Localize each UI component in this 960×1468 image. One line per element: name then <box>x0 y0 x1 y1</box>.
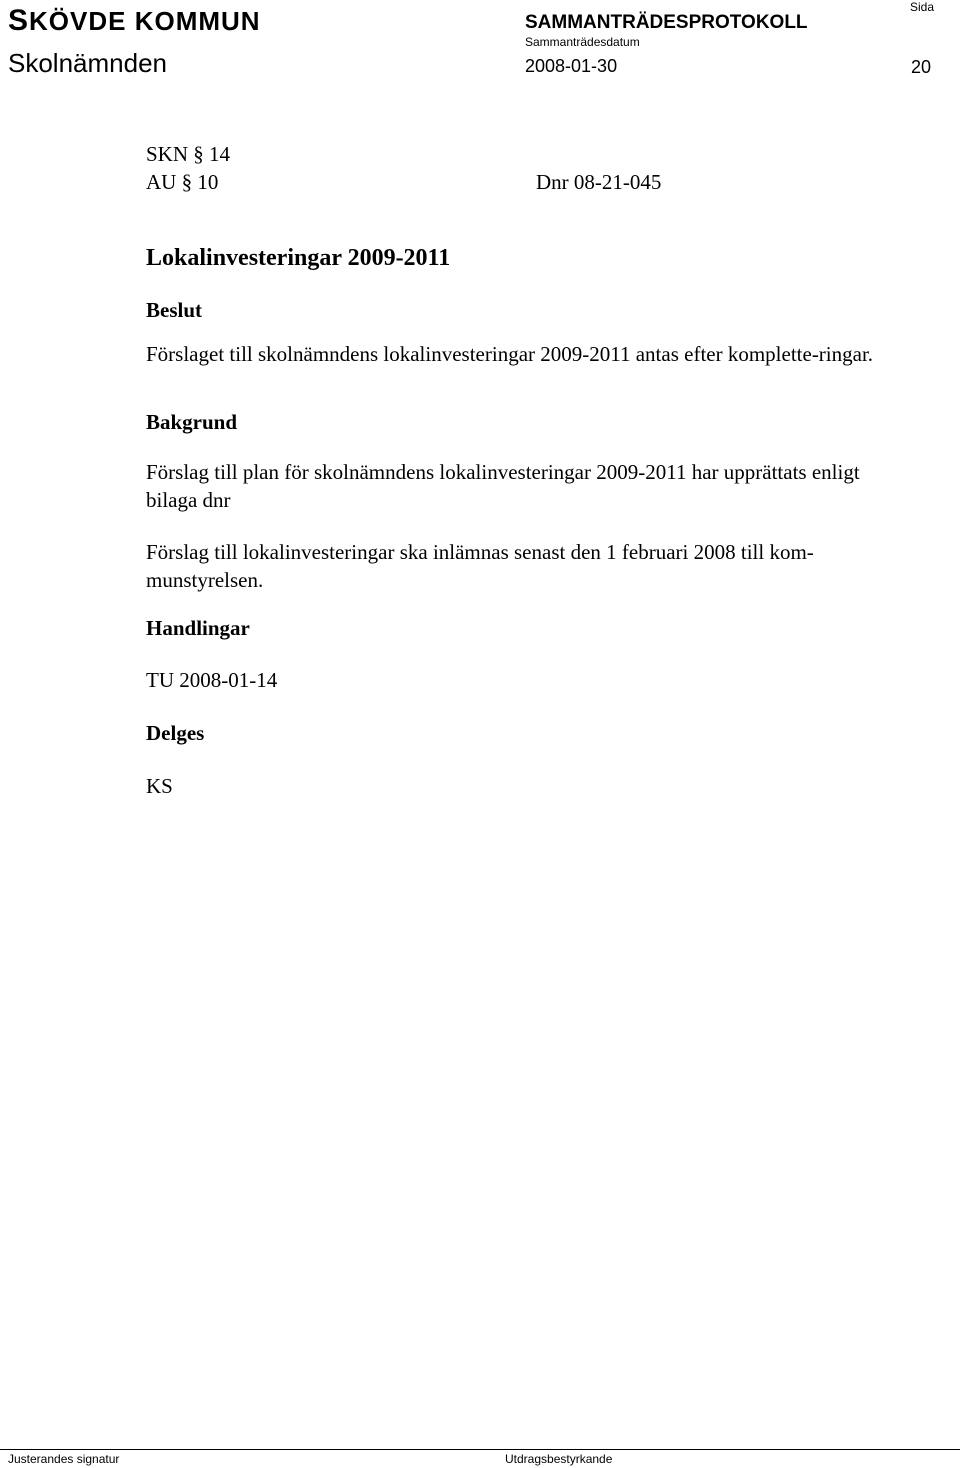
municipality-logo <box>8 6 261 36</box>
meeting-date: 2008-01-30 <box>525 56 618 76</box>
beslut-text: Förslaget till skolnämndens lokalinvesteringar 2009-2011 antas efter komplette-ringar. <box>146 342 874 366</box>
paragraph-ref-au <box>146 168 886 196</box>
au-ref: AU § 10 <box>146 170 219 194</box>
logo-initial: S <box>8 4 30 37</box>
meeting-date-label: Sammanträdesdatum <box>525 35 640 49</box>
logo-text: KÖVDE KOMMUN <box>29 6 261 36</box>
bakgrund-paragraph-1: Förslag till plan för skolnämndens lokalinvesteringar 2009-2011 har upprättats enligt bilaga dnr <box>146 460 860 512</box>
bakgrund-heading: Bakgrund <box>146 410 238 434</box>
handlingar-text: TU 2008-01-14 <box>146 668 278 692</box>
signature-label: Justerandes signatur <box>8 1452 120 1466</box>
page-number: 20 <box>911 57 932 77</box>
delges-heading: Delges <box>146 721 205 745</box>
document-body <box>146 140 886 800</box>
footer-divider <box>0 1449 960 1450</box>
committee-name: Skolnämnden <box>8 48 167 78</box>
handlingar-heading: Handlingar <box>146 616 250 640</box>
page-label: Sida <box>910 0 935 14</box>
delges-text: KS <box>146 774 173 798</box>
skn-ref: SKN § 14 <box>146 142 231 166</box>
extract-certification-label: Utdragsbestyrkande <box>505 1452 613 1466</box>
beslut-heading: Beslut <box>146 298 203 322</box>
diary-number: Dnr 08-21-045 <box>536 170 662 194</box>
bakgrund-paragraph-2: Förslag till lokalinvesteringar ska inlämnas senast den 1 februari 2008 till kom-munstyrelsen. <box>146 540 814 592</box>
paragraph-ref-skn <box>146 140 886 168</box>
case-title: Lokalinvesteringar 2009-2011 <box>146 245 451 271</box>
protocol-title: SAMMANTRÄDESPROTOKOLL <box>525 12 808 33</box>
